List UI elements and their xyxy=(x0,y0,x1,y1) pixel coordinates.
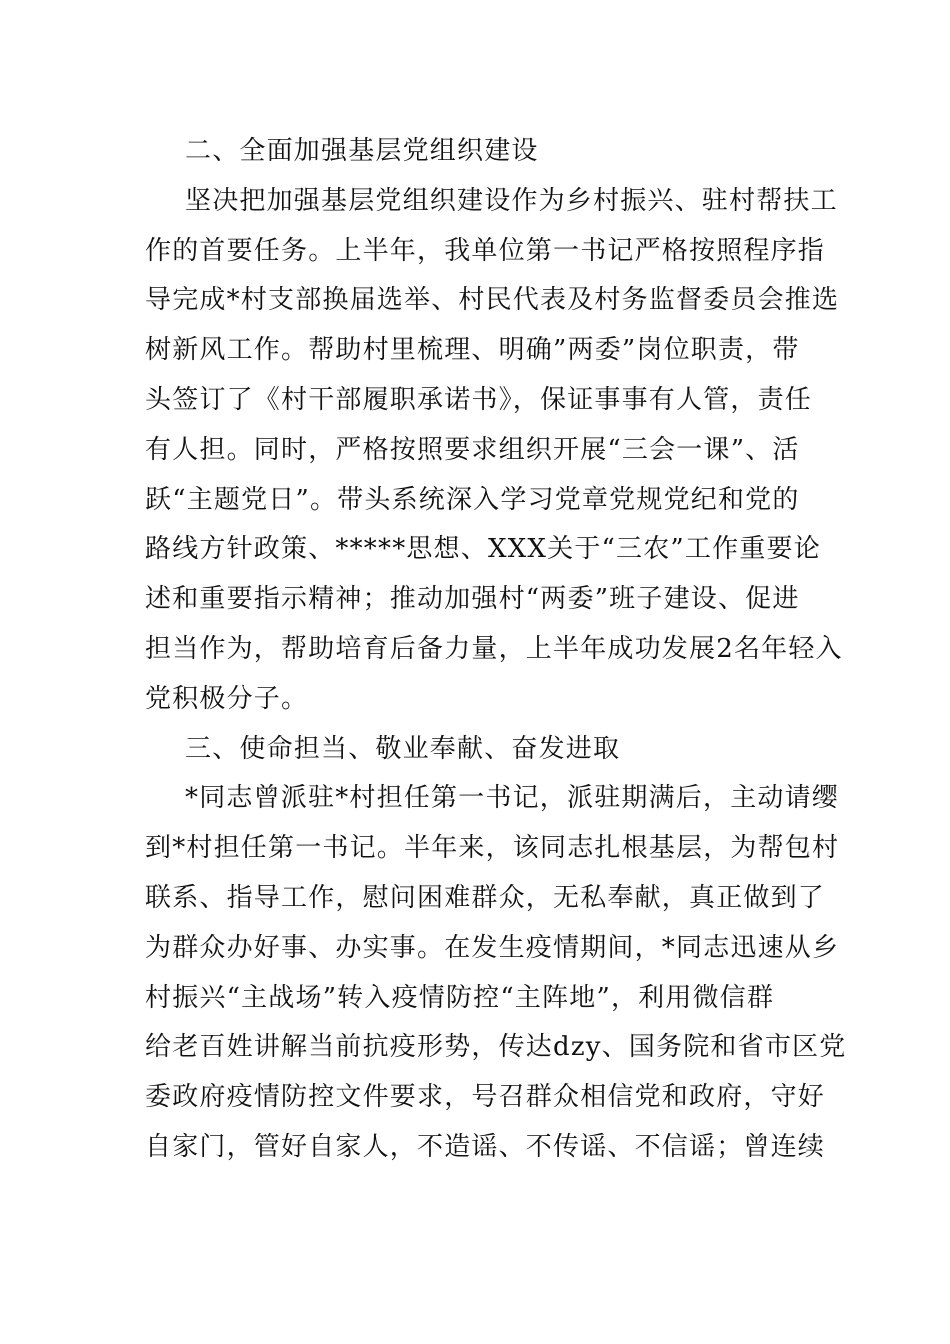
paragraph-line: 路线方针政策、*****思想、XXX关于“三农”工作重要论 xyxy=(145,534,821,565)
document-body xyxy=(145,127,847,1173)
paragraph-line: 有人担。同时，严格按照要求组织开展“三会一课”、活 xyxy=(145,434,800,465)
paragraph-line: 导完成*村支部换届选举、村民代表及村务监督委员会推选 xyxy=(145,285,840,316)
paragraph-line: 为群众办好事、办实事。在发生疫情期间，*同志迅速从乡 xyxy=(145,932,840,963)
section-heading-2: 二、全面加强基层党组织建设 xyxy=(185,136,539,166)
paragraph-line: 坚决把加强基层党组织建设作为乡村振兴、驻村帮扶工 xyxy=(185,185,838,216)
paragraph-line: 村振兴“主战场”转入疫情防控“主阵地”，利用微信群 xyxy=(145,982,775,1013)
section-2-paragraph xyxy=(145,177,843,725)
paragraph-line: 述和重要指示精神；推动加强村“两委”班子建设、促进 xyxy=(145,584,800,615)
paragraph-line: *同志曾派驻*村担任第一书记，派驻期满后，主动请缨 xyxy=(185,783,840,814)
paragraph-line: 委政府疫情防控文件要求，号召群众相信党和政府，守好 xyxy=(145,1082,826,1113)
paragraph-line: 党积极分子。 xyxy=(145,683,309,714)
paragraph-line: 树新风工作。帮助村里梳理、明确”两委”岗位职责，带 xyxy=(145,335,800,366)
section-3-paragraph xyxy=(145,774,847,1172)
paragraph-line: 头签订了《村干部履职承诺书》，保证事事有人管，责任 xyxy=(145,384,813,415)
paragraph-line: 担当作为，帮助培育后备力量，上半年成功发展2名年轻入 xyxy=(145,633,843,664)
paragraph-line: 跃“主题党日”。带头系统深入学习党章党规党纪和党的 xyxy=(145,484,800,515)
section-heading-3: 三、使命担当、敬业奉献、奋发进取 xyxy=(185,733,621,764)
paragraph-line: 到*村担任第一书记。半年来，该同志扎根基层，为帮包村 xyxy=(145,833,840,864)
paragraph-line: 联系、指导工作，慰问困难群众，无私奉献，真正做到了 xyxy=(145,882,826,913)
paragraph-line: 给老百姓讲解当前抗疫形势，传达dzy、国务院和省市区党 xyxy=(145,1032,847,1063)
paragraph-line: 自家门，管好自家人，不造谣、不传谣、不信谣；曾连续 xyxy=(145,1131,826,1162)
paragraph-line: 作的首要任务。上半年，我单位第一书记严格按照程序指 xyxy=(145,235,826,266)
